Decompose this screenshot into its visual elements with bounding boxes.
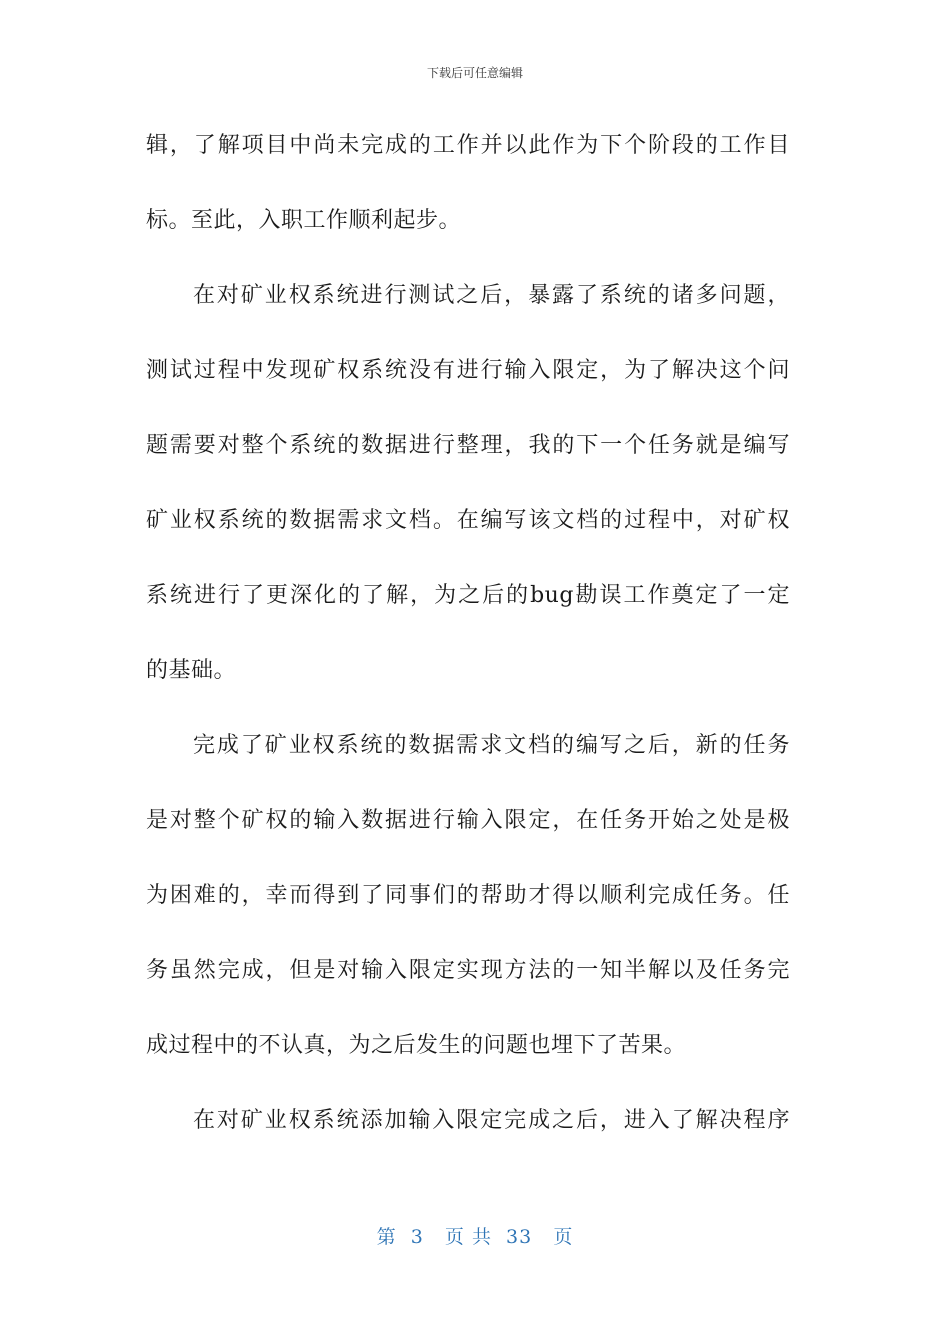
text-line: 测试过程中发现矿权系统没有进行输入限定，为了解决这个问: [146, 358, 790, 383]
text-line: 务虽然完成，但是对输入限定实现方法的一知半解以及任务完: [146, 958, 790, 983]
text-line: 是对整个矿权的输入数据进行输入限定，在任务开始之处是极: [146, 808, 790, 833]
text-line: 系统进行了更深化的了解，为之后的bug勘误工作奠定了一定: [146, 583, 790, 608]
page-header: 下载后可任意编辑: [426, 66, 523, 80]
text-line: 题需要对整个系统的数据进行整理，我的下一个任务就是编写: [146, 433, 790, 458]
text-line: 成过程中的不认真，为之后发生的问题也埋下了苦果。: [146, 1033, 687, 1058]
page-footer: [0, 1222, 950, 1249]
text-line: 完成了矿业权系统的数据需求文档的编写之后，新的任务: [193, 733, 790, 758]
text-line: 辑，了解项目中尚未完成的工作并以此作为下个阶段的工作目: [146, 133, 790, 158]
document-body: [146, 108, 790, 1158]
text-line: 在对矿业权系统添加输入限定完成之后，进入了解决程序: [193, 1108, 790, 1133]
text-line: 在对矿业权系统进行测试之后，暴露了系统的诸多问题，: [193, 283, 790, 308]
text-line: 为困难的，幸而得到了同事们的帮助才得以顺利完成任务。任: [146, 883, 790, 908]
page-number-label: 第 3 页 共 33 页: [376, 1226, 574, 1248]
text-line: 矿业权系统的数据需求文档。在编写该文档的过程中，对矿权: [146, 508, 790, 533]
text-line: 的基础。: [146, 658, 237, 683]
text-line: 标。至此，入职工作顺利起步。: [146, 208, 462, 233]
